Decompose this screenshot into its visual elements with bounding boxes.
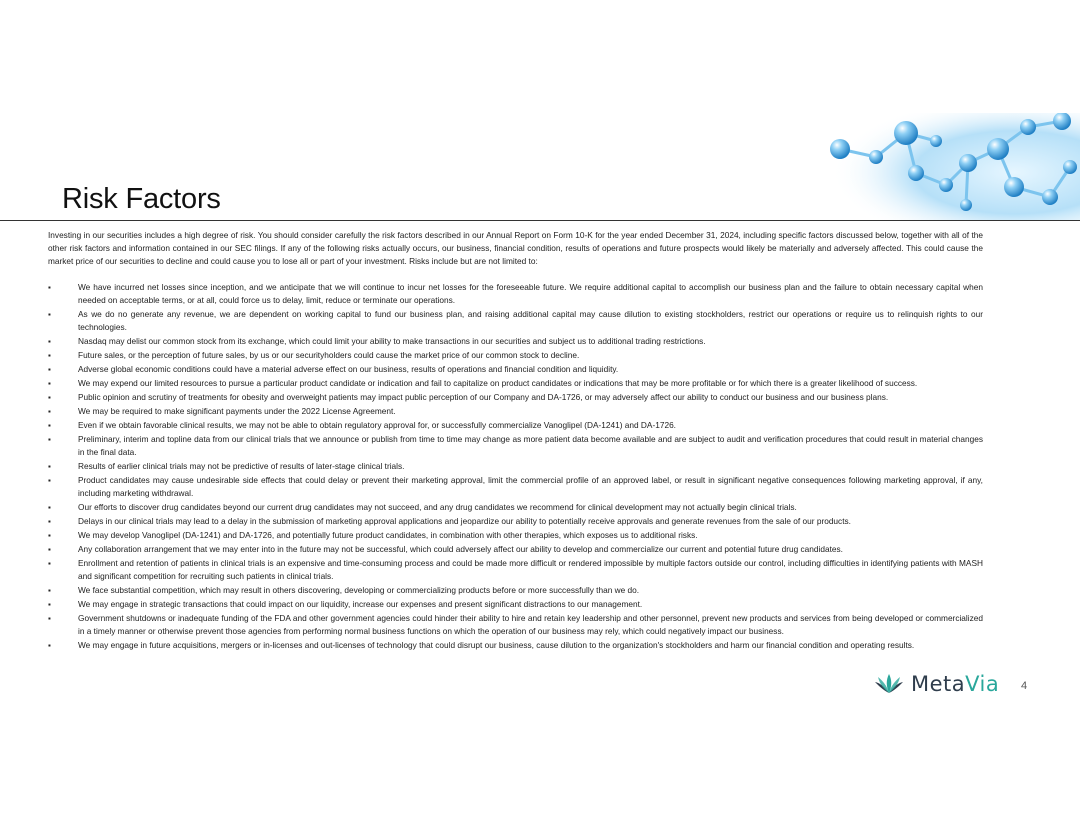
risk-text: We have incurred net losses since inception, and we anticipate that we will continue to incur net losses for the foreseeable future. We require additional capital to accomplish our business plan and the failure to obtain necessary capital when needed on acceptable terms, or at all, could force us to delay, limit, reduce or terminate our operations.	[78, 282, 983, 305]
title-divider	[0, 220, 1080, 221]
bullet-marker: ▪	[48, 476, 51, 485]
molecule-graphic	[818, 113, 1080, 221]
risk-text: Government shutdowns or inadequate funding of the FDA and other government agencies could hinder their ability to hire and retain key leadership and other personnel, prevent new products and services from being developed or commercialized in a timely manner or otherwise prevent those agencies from performing normal business functions on which the operation of our business may rely, which could negatively impact our business.	[78, 613, 983, 636]
bullet-marker: ▪	[48, 351, 51, 360]
risk-text: Nasdaq may delist our common stock from its exchange, which could limit your ability to make transactions in our securities and subject us to additional trading restrictions.	[78, 336, 706, 346]
bullet-marker: ▪	[48, 503, 51, 512]
bullet-marker: ▪	[48, 283, 51, 292]
risk-item	[48, 543, 983, 556]
risk-text: We may engage in future acquisitions, mergers or in-licenses and out-licenses of technology that could disrupt our business, cause dilution to the organization's stockholders and harm our financial condition and operating results.	[78, 640, 915, 650]
bullet-marker: ▪	[48, 545, 51, 554]
risk-text: Enrollment and retention of patients in clinical trials is an expensive and time-consuming process and could be made more difficult or rendered impossible by multiple factors outside our control, including difficulties in identifying patients with MASH and significant competition for recruiting such patients in clinical trials.	[78, 558, 983, 581]
bullet-marker: ▪	[48, 531, 51, 540]
risk-item	[48, 557, 983, 583]
bullet-marker: ▪	[48, 407, 51, 416]
bullet-marker: ▪	[48, 614, 51, 623]
risk-item	[48, 639, 983, 652]
bullet-marker: ▪	[48, 559, 51, 568]
logo-text-via: Via	[965, 672, 1000, 696]
risk-text: We may expend our limited resources to pursue a particular product candidate or indication and fail to capitalize on product candidates or indications that may be more profitable or for which there is a greater likelihood of success.	[78, 378, 918, 388]
risk-item	[48, 363, 983, 376]
risk-item	[48, 474, 983, 500]
bullet-marker: ▪	[48, 365, 51, 374]
bullet-marker: ▪	[48, 421, 51, 430]
page-number: 4	[1021, 680, 1028, 692]
risk-item	[48, 419, 983, 432]
logo-text-meta: Meta	[911, 672, 966, 696]
intro-paragraph: Investing in our securities includes a high degree of risk. You should consider carefully the risk factors described in our Annual Report on Form 10-K for the year ended December 31, 2024, including specific factors discussed below, together with all of the other risk factors and information contained in our SEC filings. If any of the following risks actually occurs, our business, financial condition, results of operations and future prospects would likely be materially and adversely affected. This could cause the market price of our securities to decline and could cause you to lose all or part of your investment. Risks include but are not limited to:	[48, 230, 983, 266]
risk-item	[48, 598, 983, 611]
risk-text: Our efforts to discover drug candidates beyond our current drug candidates may not succeed, and any drug candidates we recommend for clinical development may not actually begin clinical trials.	[78, 502, 797, 512]
logo-wordmark	[911, 672, 999, 696]
risk-item	[48, 584, 983, 597]
risk-list	[48, 281, 983, 652]
bullet-marker: ▪	[48, 462, 51, 471]
risk-item	[48, 515, 983, 528]
metavia-logo	[874, 672, 999, 696]
risk-item	[48, 281, 983, 307]
bullet-marker: ▪	[48, 641, 51, 650]
risk-text: Delays in our clinical trials may lead to a delay in the submission of marketing approval applications and jeopardize our ability to potentially receive approvals and generate revenues from the sale of our products.	[78, 516, 851, 526]
risk-text: Public opinion and scrutiny of treatments for obesity and overweight patients may impact public perception of our Company and DA-1726, or may adversely affect our ability to conduct our business and our business plans.	[78, 392, 889, 402]
risk-text: We face substantial competition, which may result in others discovering, developing or commercializing products before or more successfully than we do.	[78, 585, 640, 595]
risk-text: Future sales, or the perception of future sales, by us or our securityholders could cause the market price of our common stock to decline.	[78, 350, 580, 360]
risk-text: Results of earlier clinical trials may not be predictive of results of later-stage clinical trials.	[78, 461, 405, 471]
risk-item	[48, 405, 983, 418]
risk-item	[48, 433, 983, 459]
bullet-marker: ▪	[48, 586, 51, 595]
bullet-marker: ▪	[48, 600, 51, 609]
bullet-marker: ▪	[48, 379, 51, 388]
slide-title: Risk Factors	[62, 183, 221, 215]
risk-item	[48, 335, 983, 348]
risk-item	[48, 308, 983, 334]
risk-text: Product candidates may cause undesirable side effects that could delay or prevent their marketing approval, limit the commercial profile of an approved label, or result in significant negative consequences following marketing approval, if any, including marketing withdrawal.	[78, 475, 983, 498]
bullet-marker: ▪	[48, 517, 51, 526]
risk-text: We may be required to make significant payments under the 2022 License Agreement.	[78, 406, 396, 416]
bullet-marker: ▪	[48, 435, 51, 444]
bullet-marker: ▪	[48, 310, 51, 319]
risk-text: We may develop Vanoglipel (DA-1241) and DA-1726, and potentially future product candidates, in combination with other therapies, which exposes us to additional risks.	[78, 530, 698, 540]
risk-text: Any collaboration arrangement that we may enter into in the future may not be successful, which could adversely affect our ability to develop and commercialize our current and potential future drug candidates.	[78, 544, 843, 554]
risk-item	[48, 612, 983, 638]
risk-item	[48, 529, 983, 542]
bullet-marker: ▪	[48, 337, 51, 346]
risk-item	[48, 391, 983, 404]
risk-text: As we do no generate any revenue, we are dependent on working capital to fund our business plan, and raising additional capital may cause dilution to existing stockholders, restrict our operations or require us to relinquish rights to our technologies.	[78, 309, 983, 332]
risk-text: Even if we obtain favorable clinical results, we may not be able to obtain regulatory approval for, or successfully commercialize Vanoglipel (DA-1241) and DA-1726.	[78, 420, 676, 430]
risk-text: Preliminary, interim and topline data from our clinical trials that we announce or publish from time to time may change as more patient data become available and are subject to audit and verification procedures that could result in material changes in the final data.	[78, 434, 983, 457]
risk-item	[48, 377, 983, 390]
risk-item	[48, 349, 983, 362]
risk-text: Adverse global economic conditions could have a material adverse effect on our business, results of operations and financial condition and liquidity.	[78, 364, 619, 374]
leaf-logo-icon	[874, 673, 904, 695]
risk-item	[48, 501, 983, 514]
risk-item	[48, 460, 983, 473]
bullet-marker: ▪	[48, 393, 51, 402]
risk-text: We may engage in strategic transactions that could impact on our liquidity, increase our expenses and present significant distractions to our management.	[78, 599, 643, 609]
